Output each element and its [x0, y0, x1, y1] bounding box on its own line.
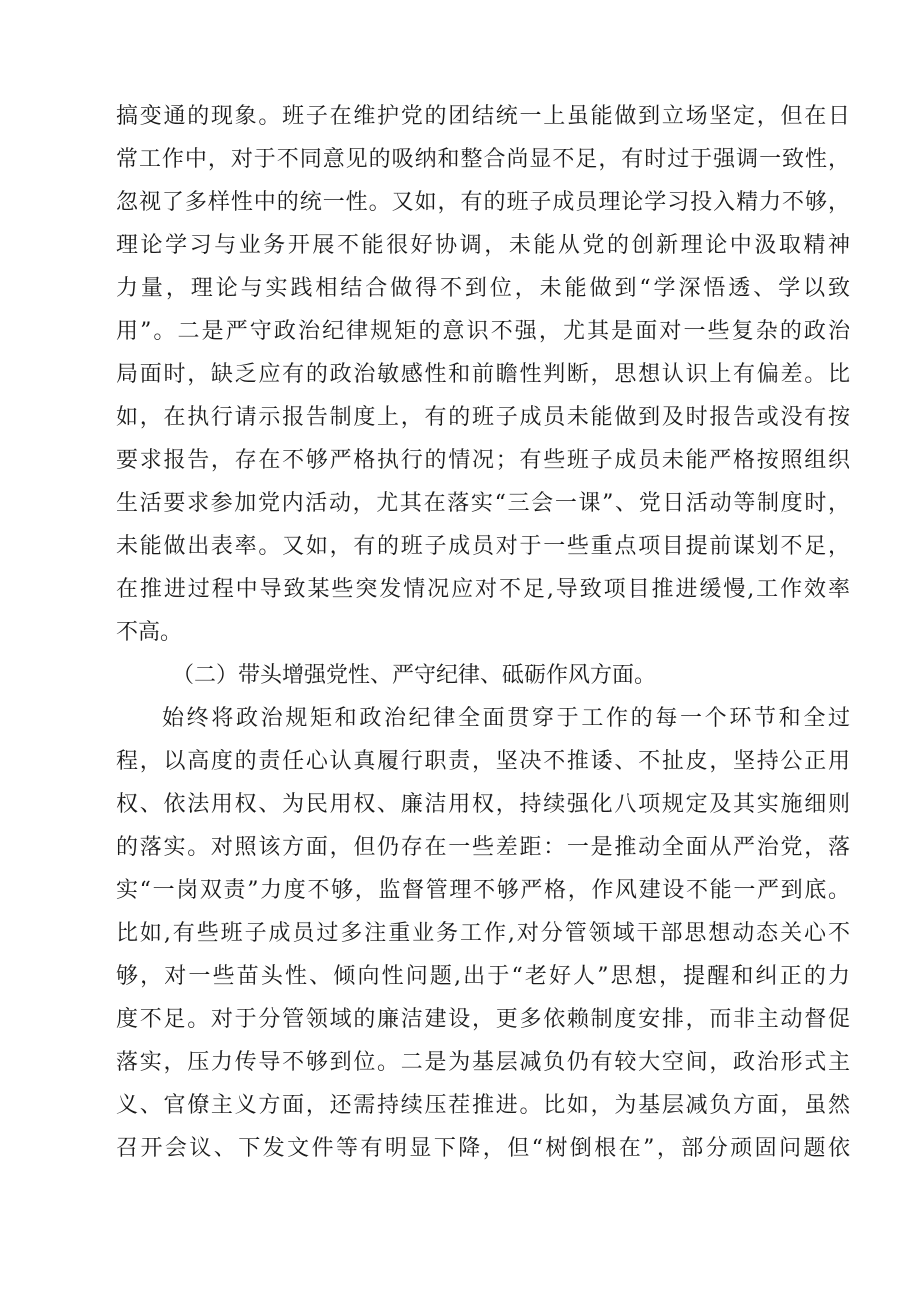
- paragraph-line: 未能做出表率。又如，有的班子成员对于一些重点项目提前谋划不足，: [116, 534, 850, 559]
- paragraph-line: 度不足。对于分管领域的廉洁建设，更多依赖制度安排，而非主动督促: [116, 1007, 850, 1032]
- paragraph-line: 召开会议、下发文件等有明显下降，但“树倒根在”，部分顽固问题依: [116, 1136, 850, 1161]
- paragraph-line: 如，在执行请示报告制度上，有的班子成员未能做到及时报告或没有按: [116, 405, 850, 430]
- paragraph-line: 始终将政治规矩和政治纪律全面贯穿于工作的每一个环节和全过: [162, 706, 850, 731]
- paragraph-line: 生活要求参加党内活动，尤其在落实“三会一课”、党日活动等制度时，: [116, 491, 850, 516]
- paragraph-line: 落实，压力传导不够到位。二是为基层减负仍有较大空间，政治形式主: [116, 1050, 850, 1075]
- paragraph-line: 搞变通的现象。班子在维护党的团结统一上虽能做到立场坚定，但在日: [116, 104, 850, 129]
- paragraph-line: 实“一岗双责”力度不够，监督管理不够严格，作风建设不能一严到底。: [116, 878, 850, 903]
- paragraph-line: 权、依法用权、为民用权、廉洁用权，持续强化八项规定及其实施细则: [116, 792, 850, 817]
- paragraph-line: 忽视了多样性中的统一性。又如，有的班子成员理论学习投入精力不够，: [116, 190, 850, 215]
- paragraph-line: 力量，理论与实践相结合做得不到位，未能做到“学深悟透、学以致: [116, 276, 850, 301]
- paragraph-line: 比如,有些班子成员过多注重业务工作,对分管领域干部思想动态关心不: [116, 921, 850, 946]
- paragraph-line: 理论学习与业务开展不能很好协调，未能从党的创新理论中汲取精神: [116, 233, 850, 258]
- paragraph-line: 够，对一些苗头性、倾向性问题,出于“老好人”思想，提醒和纠正的力: [116, 964, 850, 989]
- paragraph-line: 义、官僚主义方面，还需持续压茬推进。比如，为基层减负方面，虽然: [116, 1093, 850, 1118]
- paragraph-line: 要求报告，存在不够严格执行的情况；有些班子成员未能严格按照组织: [116, 448, 850, 473]
- section-heading: （二）带头增强党性、严守纪律、砥砺作风方面。: [172, 663, 657, 688]
- paragraph-line: 常工作中，对于不同意见的吸纳和整合尚显不足，有时过于强调一致性，: [116, 147, 850, 172]
- paragraph-line: 在推进过程中导致某些突发情况应对不足,导致项目推进缓慢,工作效率: [116, 577, 850, 602]
- paragraph-line: 程，以高度的责任心认真履行职责，坚决不推诿、不扯皮，坚持公正用: [116, 749, 850, 774]
- paragraph-line: 的落实。对照该方面，但仍存在一些差距：一是推动全面从严治党，落: [116, 835, 850, 860]
- paragraph-line: 用”。二是严守政治纪律规矩的意识不强，尤其是面对一些复杂的政治: [116, 319, 850, 344]
- paragraph-line: 不高。: [116, 620, 183, 645]
- paragraph-line: 局面时，缺乏应有的政治敏感性和前瞻性判断，思想认识上有偏差。比: [116, 362, 850, 387]
